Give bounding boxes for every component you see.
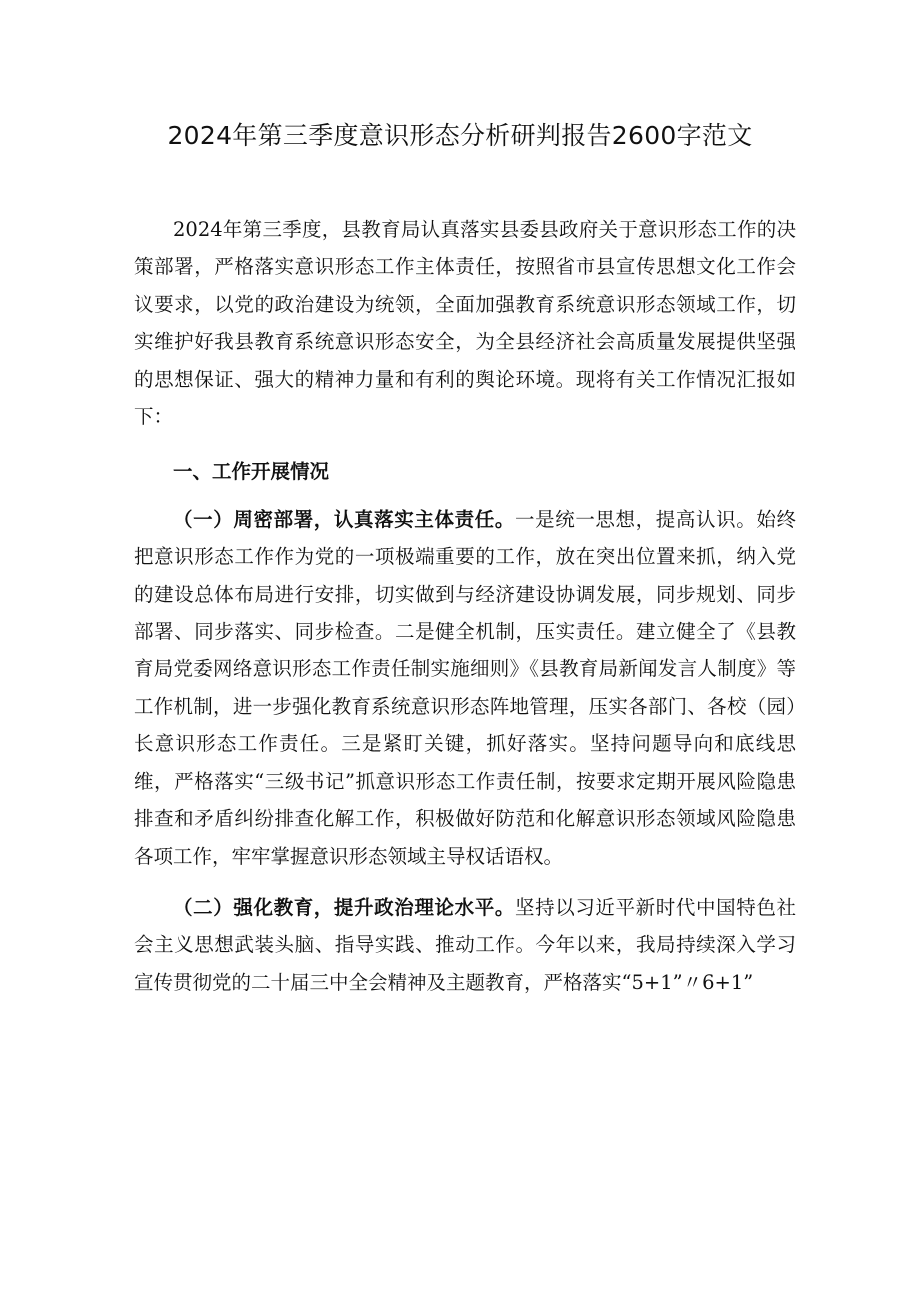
item-2-text: 坚持以习近平新时代中国特色社会主义思想武装头脑、指导实践、推动工作。今年以来，我局持续深入学习宣传贯彻党的二十届三中全会精神及主题教育，严格落实“5+1”〃6+1”: [134, 895, 796, 994]
item-2-lead: （二）强化教育，提升政治理论水平。: [173, 895, 515, 919]
document-title: 2024年第三季度意识形态分析研判报告2600字范文: [167, 121, 753, 150]
item-1-text: 一是统一思想，提高认识。始终把意识形态工作作为党的一项极端重要的工作，放在突出位置来抓，纳入党的建设总体布局进行安排，切实做到与经济建设协调发展，同步规划、同步部署、同步落实、同步检查。二是健全机制，压实责任。建立健全了《县教育局党委网络意识形态工作责任制实施细则》《县教育局新闻发言人制度》等工作机制，进一步强化教育系统意识形态阵地管理，压实各部门、各校（园）长意识形态工作责任。三是紧盯关键，抓好落实。坚持问题导向和底线思维，严格落实“三级书记”抓意识形态工作责任制，按要求定期开展风险隐患排查和矛盾纠纷排查化解工作，积极做好防范和化解意识形态领域风险隐患各项工作，牢牢掌握意识形态领域主导权话语权。: [134, 507, 796, 868]
section-heading: 一、工作开展情况: [173, 460, 330, 484]
document-body: [134, 211, 796, 1001]
section-item-2: [134, 889, 796, 1001]
item-1-lead: （一）周密部署，认真落实主体责任。: [173, 507, 515, 531]
section-item-1: [134, 501, 796, 875]
intro-paragraph: 2024年第三季度，县教育局认真落实县委县政府关于意识形态工作的决策部署，严格落实意识形态工作主体责任，按照省市县宣传思想文化工作会议要求，以党的政治建设为统领，全面加强教育系统意识形态领域工作，切实维护好我县教育系统意识形态安全，为全县经济社会高质量发展提供坚强的思想保证、强大的精神力量和有利的舆论环境。现将有关工作情况汇报如下：: [134, 218, 796, 429]
